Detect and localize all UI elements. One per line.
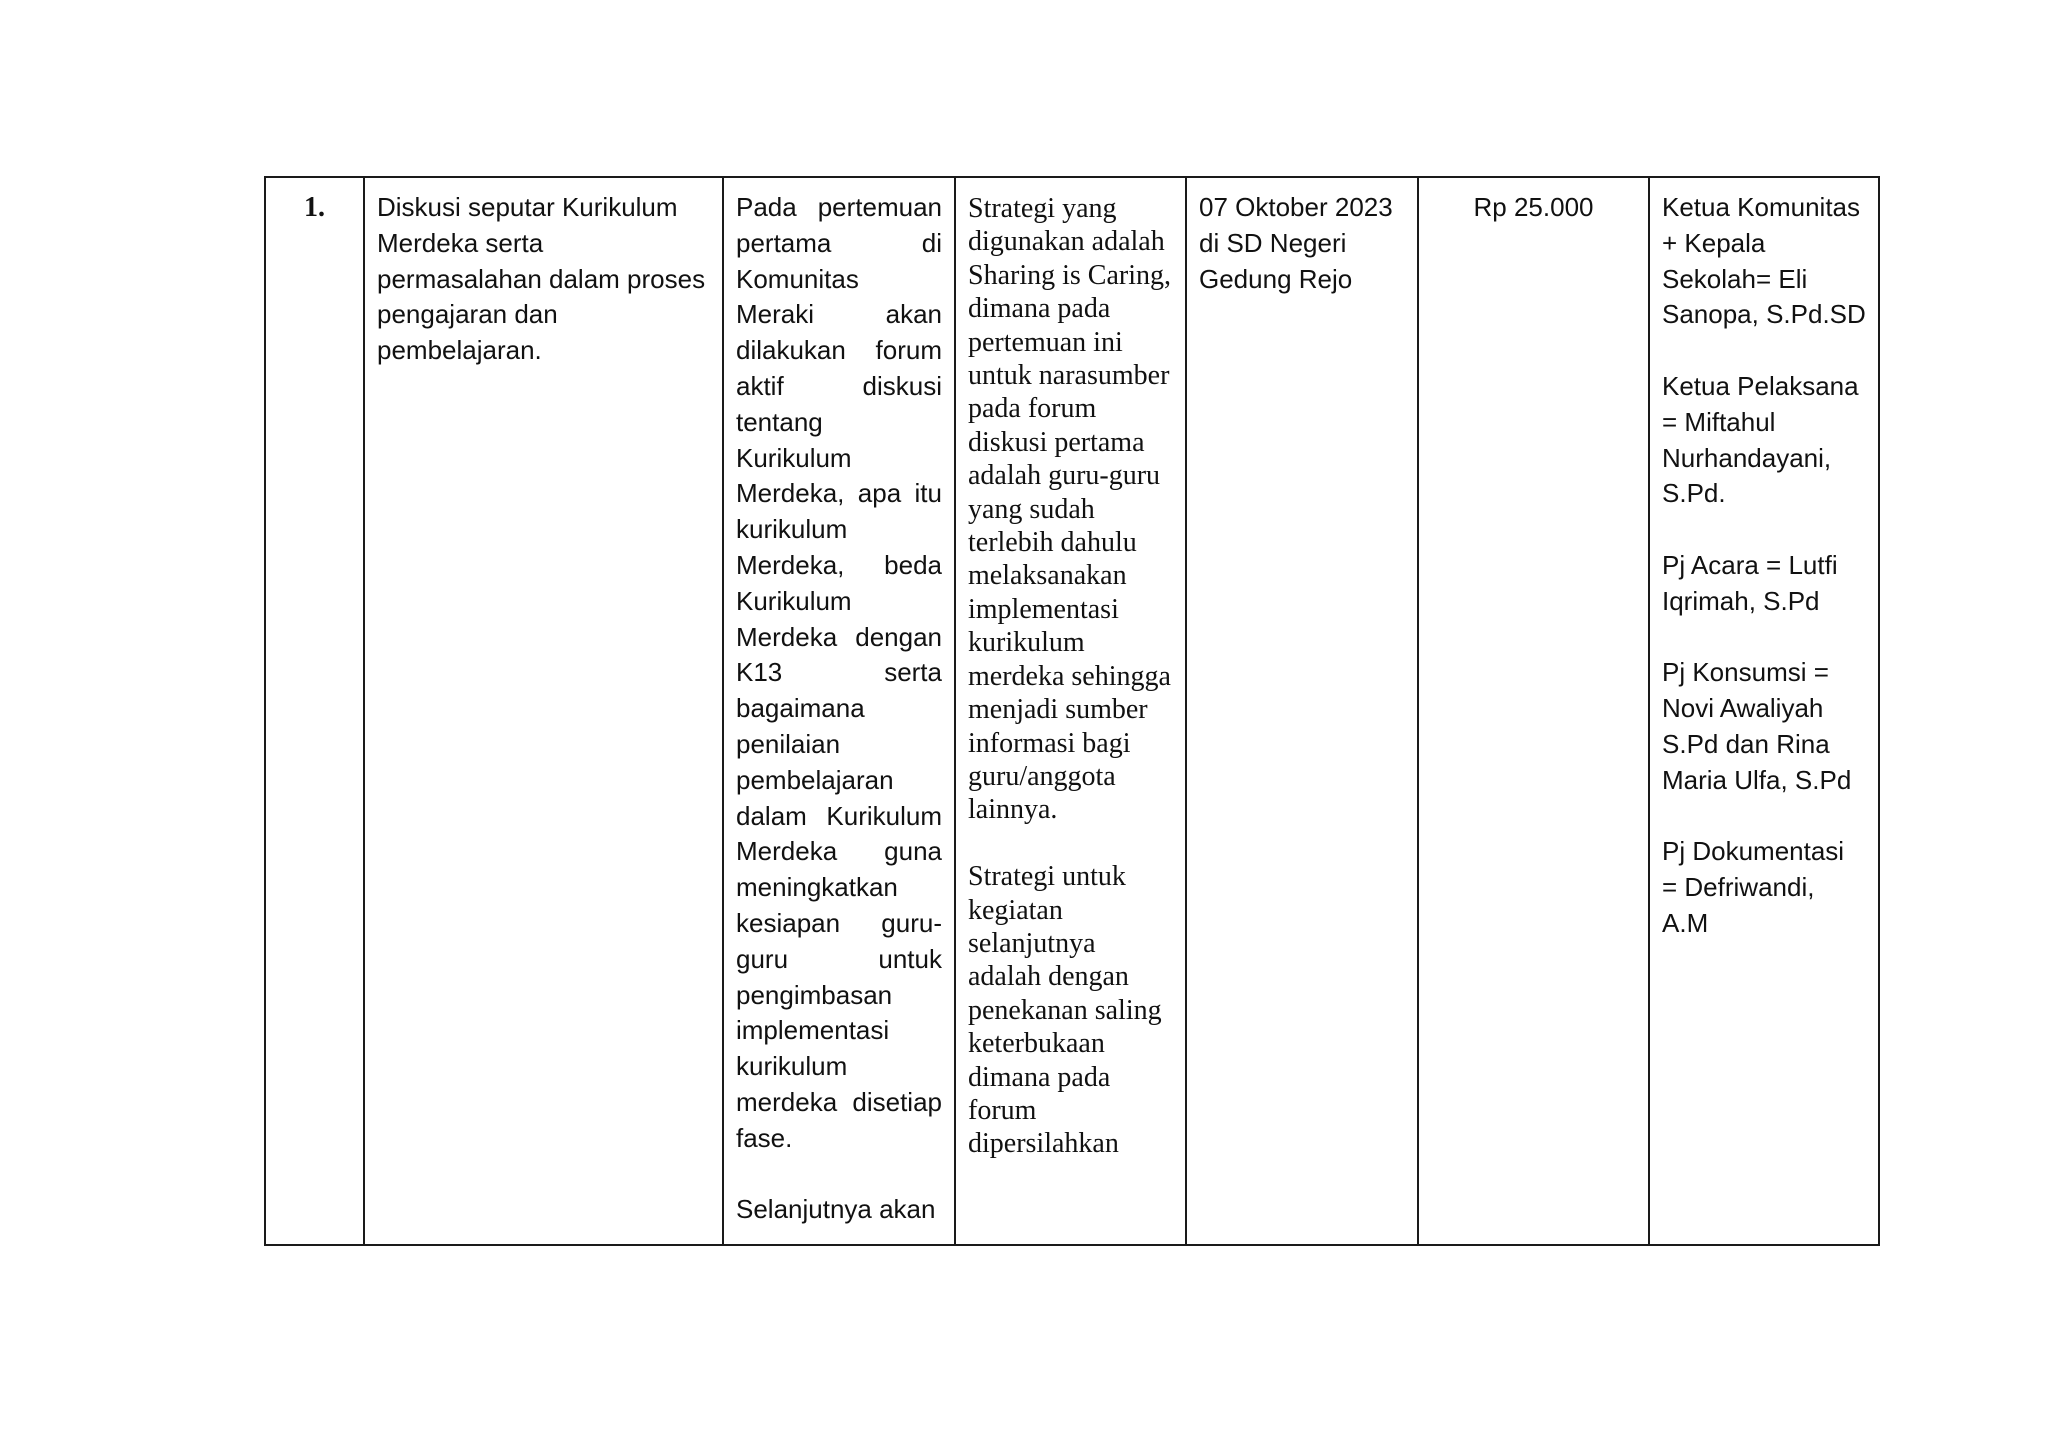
table-row [265, 177, 1879, 1245]
strategy-cell [955, 177, 1186, 1245]
description-paragraph: Selanjutnya akan [736, 1194, 936, 1225]
committee-entry: Ketua Pelaksana = Miftahul Nurhandayani, S.Pd. [1662, 370, 1859, 509]
description-paragraph: Pada pertemuan pertama di Komunitas Meraki akan dilakukan forum aktif diskusi tentang Kurikulum Merdeka, apa itu kurikulum Merdeka, beda Kurikulum Merdeka dengan K13 serta bagaimana penilaian pembelajaran dalam Kurikulum Merdeka guna meningkatkan kesiapan guru-guru untuk pengimbasan implementasi kurikulum merdeka disetiap fase. [736, 192, 942, 1153]
row-number: 1. [265, 177, 364, 1245]
cost-cell [1418, 177, 1649, 1245]
committee-entry: Pj Konsumsi = Novi Awaliyah S.Pd dan Rina Maria Ulfa, S.Pd [1662, 657, 1852, 795]
schedule-cell [1186, 177, 1418, 1245]
cost-text: Rp 25.000 [1473, 192, 1594, 222]
activity-text: Diskusi seputar Kurikulum Merdeka serta permasalahan dalam proses pengajaran dan pembelajaran. [377, 192, 706, 366]
strategy-paragraph: Strategi untuk kegiatan selanjutnya adalah dengan penekanan saling keterbukaan dimana pada forum dipersilahkan [968, 861, 1162, 1160]
committee-entry: Ketua Komunitas + Kepala Sekolah= Eli Sanopa, S.Pd.SD [1662, 192, 1866, 330]
committee-entry: Pj Acara = Lutfi Iqrimah, S.Pd [1662, 549, 1838, 616]
activity-cell [364, 177, 723, 1245]
schedule-text: 07 Oktober 2023 di SD Negeri Gedung Rejo [1199, 192, 1393, 294]
committee-cell [1649, 177, 1879, 1245]
activity-table [264, 176, 1880, 1246]
committee-entry: Pj Dokumentasi = Defriwandi, A.M [1662, 836, 1845, 938]
description-cell [723, 177, 955, 1245]
strategy-paragraph: Strategi yang digunakan adalah Sharing is Caring, dimana pada pertemuan ini untuk narasumber pada forum diskusi pertama adalah guru-guru yang sudah terlebih dahulu melaksanakan implementasi kurikulum merdeka sehingga menjadi sumber informasi bagi guru/anggota lainnya. [968, 193, 1171, 826]
